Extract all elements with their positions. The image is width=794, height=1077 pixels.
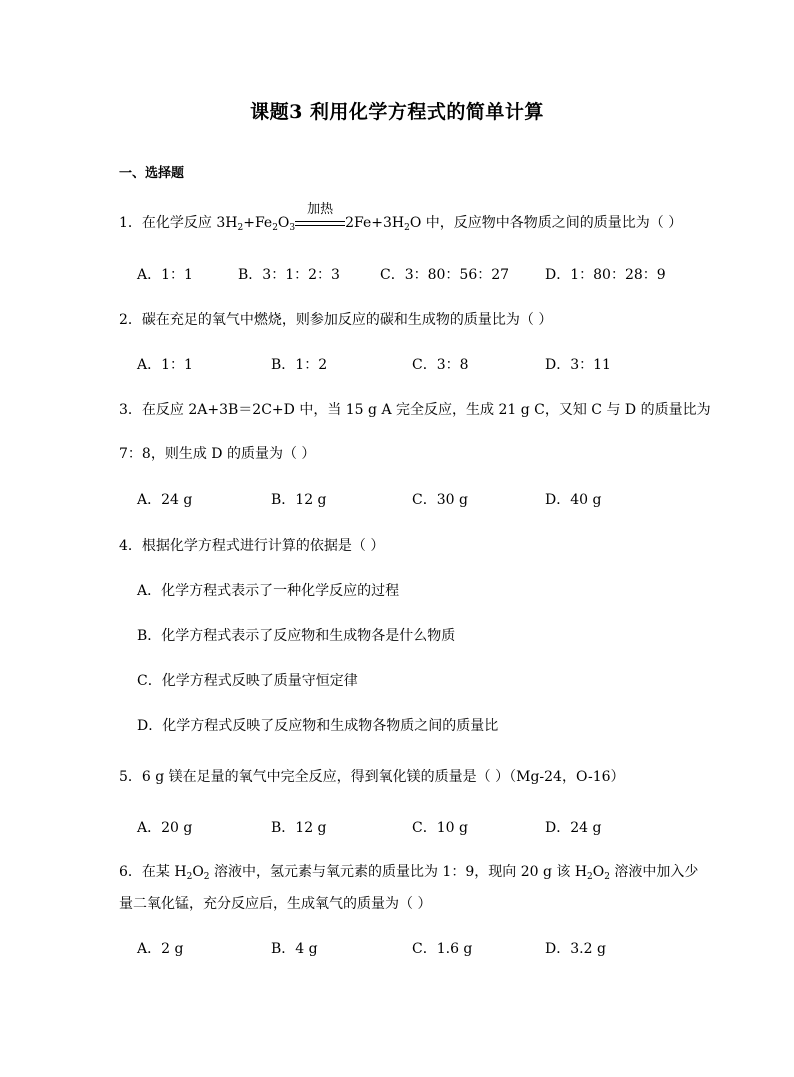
question-6-line-2: 量二氧化锰，充分反应后，生成氧气的质量为（ ） [119, 896, 432, 912]
page-title: 课题3 利用化学方程式的简单计算 [250, 101, 544, 123]
q3-option-d: D．40 g [545, 492, 602, 508]
q5-option-d: D．24 g [545, 820, 602, 836]
question-2: 2．碳在充足的氧气中燃烧，则参加反应的碳和生成物的质量比为（ ） [119, 312, 553, 328]
question-1: 1．在化学反应 $3H_2+Fe_2O_3$ 加热 $2Fe+3H_2O$ 中，反应物中各物质之间的质量比为（ ） [119, 202, 683, 233]
q5-option-a: A．20 g [137, 820, 193, 836]
q2-option-d: D．3：11 [545, 357, 611, 373]
section-heading: 一、选择题 [119, 166, 185, 181]
q4-option-b: B．化学方程式表示了反应物和生成物各是什么物质 [137, 628, 456, 644]
q4-option-c: C．化学方程式反映了质量守恒定律 [137, 673, 358, 689]
q1-option-a: A．1：1 [137, 267, 193, 283]
reaction-condition: 加热 [295, 215, 345, 231]
q2-option-b: B．1：2 [271, 357, 328, 373]
question-6-line-1: 6．在某 $H_2O_2$ 溶液中，氢元素与氧元素的质量比为 1：9，现向 20 g 该 $H_2O_2$ 溶液中加入少 [119, 864, 699, 882]
question-3-line-1: 3．在反应 2A+3B＝2C+D 中，当 15 g A 完全反应，生成 21 g C，又知 C 与 D 的质量比为 [119, 402, 711, 418]
question-4: 4．根据化学方程式进行计算的依据是（ ） [119, 538, 385, 554]
q1-option-c: C．3：80：56：27 [380, 267, 510, 283]
q6-option-a: A．2 g [137, 941, 184, 957]
q5-option-b: B．12 g [271, 820, 327, 836]
q1-option-b: B．3：1：2：3 [238, 267, 340, 283]
q1-option-d: D．1：80：28：9 [545, 267, 666, 283]
q3-option-b: B．12 g [271, 492, 327, 508]
q6-option-b: B．4 g [271, 941, 318, 957]
q4-option-a: A．化学方程式表示了一种化学反应的过程 [137, 583, 400, 599]
q6-option-c: C．1.6 g [412, 941, 473, 957]
q2-option-c: C．3：8 [412, 357, 469, 373]
question-5: 5．6 g 镁在足量的氧气中完全反应，得到氧化镁的质量是（ ）（Mg-24，O-16） [119, 769, 625, 785]
q2-option-a: A．1：1 [137, 357, 193, 373]
q4-option-d: D．化学方程式反映了反应物和生成物各物质之间的质量比 [137, 718, 499, 734]
q3-option-a: A．24 g [137, 492, 193, 508]
equals-sign [295, 221, 345, 226]
question-3-line-2: 7：8，则生成 D 的质量为（ ） [119, 446, 316, 462]
q6-option-d: D．3.2 g [545, 941, 606, 957]
q5-option-c: C．10 g [412, 820, 468, 836]
q3-option-c: C．30 g [412, 492, 468, 508]
